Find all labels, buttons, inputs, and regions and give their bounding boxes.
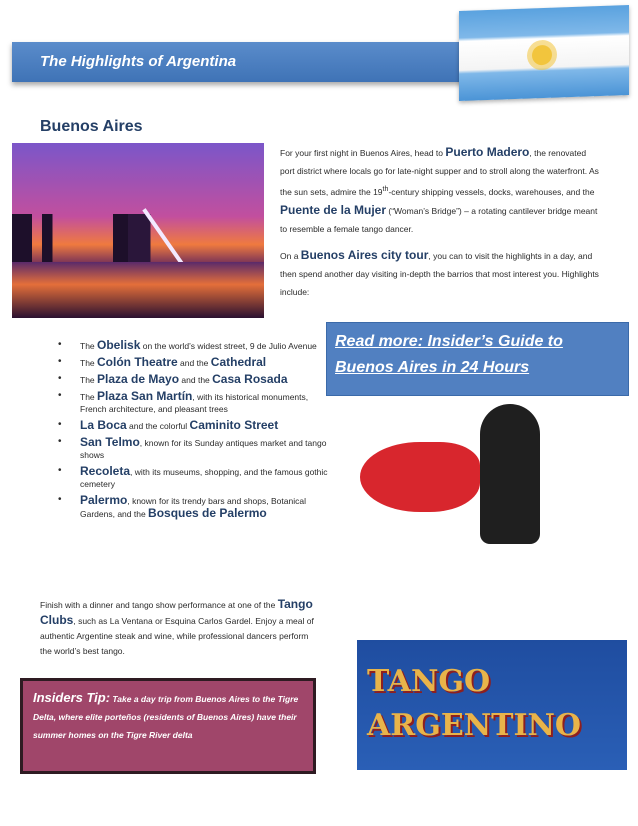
tango-sign-line-1: TANGO: [367, 664, 491, 699]
intro-text-part: -century shipping vessels, docks, warehouses, and the: [388, 186, 595, 197]
list-item: [58, 356, 328, 369]
list-item: [58, 436, 328, 461]
bullet-icon: •: [58, 436, 62, 447]
intro-text-part: On a: [280, 250, 301, 261]
bullet-highlight[interactable]: San Telmo: [80, 435, 140, 449]
finish-paragraph: [40, 597, 318, 659]
bullet-icon: •: [58, 465, 62, 476]
dancer-red-dress: [360, 442, 480, 512]
bullet-highlight[interactable]: Plaza de Mayo: [97, 372, 180, 386]
list-item: [58, 373, 328, 386]
finish-text-part: , such as La Ventana or Esquina Carlos Gardel. Enjoy a meal of authentic Argentine steak and wine, while professional dancers perform the world’s best tango.: [40, 616, 314, 656]
tip-heading: Insiders Tip:: [33, 690, 111, 705]
tango-sign-line-2: ARGENTINO: [367, 708, 582, 743]
bullet-highlight[interactable]: Bosques de Palermo: [148, 506, 267, 520]
bullet-text: , known for its trendy bars and shops, Botanical Gardens, and the: [80, 496, 306, 519]
list-item: [58, 419, 328, 432]
bullet-icon: •: [58, 373, 62, 384]
tip-text: [33, 689, 303, 744]
bullet-text: and the colorful: [126, 421, 190, 431]
bullet-text: The: [80, 341, 98, 351]
intro-text-part: For your first night in Buenos Aires, head to: [280, 148, 446, 158]
intro-text-part: , the renovated port district where locals go for late-night supper and to stroll along the waterfront. As the sun sets, admire the 19: [280, 148, 599, 197]
bullet-icon: •: [58, 356, 62, 367]
waterfront: [12, 262, 264, 318]
bullet-highlight[interactable]: La Boca: [80, 418, 127, 432]
bullet-text: The: [80, 392, 98, 402]
bullet-icon: •: [58, 339, 62, 350]
bullet-highlight[interactable]: Colón Theatre: [97, 355, 178, 369]
puente-de-la-mujer-link[interactable]: Puente de la Mujer: [280, 202, 387, 217]
tango-argentino-sign-photo: [357, 640, 627, 770]
bullet-text: and the: [177, 358, 211, 368]
list-item: [58, 465, 328, 490]
intro-text-part: (“Woman’s Bridge”) – a rotating cantilever bridge meant to resemble a female tango dancer.: [280, 205, 598, 234]
finish-text-part: Finish with a dinner and tango show performance at one of the: [40, 600, 278, 610]
insiders-tip-box: [20, 678, 316, 774]
tango-clubs-link[interactable]: Tango Clubs: [40, 597, 313, 627]
dancer-black-suit: [480, 404, 540, 544]
bullet-text: The: [80, 375, 98, 385]
bullet-highlight[interactable]: Plaza San Martín: [97, 389, 193, 403]
bullet-text: and the: [179, 375, 213, 385]
puerto-madero-photo: [12, 143, 264, 318]
tip-body: Take a day trip from Buenos Aires to the Tigre Delta, where elite porteños (residents of Buenos Aires) have their summer homes on the Tigre River delta: [33, 694, 299, 740]
bullet-highlight[interactable]: Obelisk: [97, 338, 141, 352]
bullet-highlight[interactable]: Palermo: [80, 493, 128, 507]
argentina-flag-image: [459, 5, 629, 101]
bullet-icon: •: [58, 390, 62, 401]
section-title: Buenos Aires: [40, 118, 143, 135]
tango-sign-lettering: [367, 660, 582, 760]
bullet-text: on the world’s widest street, 9 de Julio Avenue: [140, 341, 317, 351]
highlights-list: [58, 339, 328, 524]
list-item: [58, 494, 328, 520]
bullet-highlight[interactable]: Recoleta: [80, 464, 131, 478]
bullet-text: , with its historical monuments, French architecture, and pleasant trees: [80, 392, 309, 414]
bullet-icon: •: [58, 419, 62, 430]
puerto-madero-link[interactable]: Puerto Madero: [445, 145, 530, 159]
sun-of-may-icon: [532, 45, 552, 66]
bullet-highlight[interactable]: Cathedral: [210, 355, 267, 369]
bullet-highlight[interactable]: Caminito Street: [189, 418, 279, 432]
city-tour-link[interactable]: Buenos Aires city tour: [300, 247, 429, 262]
bullet-highlight[interactable]: Casa Rosada: [212, 372, 288, 386]
city-skyline: [12, 214, 264, 262]
read-more-box[interactable]: [326, 322, 629, 396]
page-title: The Highlights of Argentina: [40, 53, 237, 70]
intro-paragraph-1: [280, 143, 602, 238]
bullet-icon: •: [58, 494, 62, 505]
list-item: [58, 390, 328, 415]
superscript: th: [382, 185, 389, 193]
read-more-link[interactable]: Read more: Insider’s Guide to Buenos Aires in 24 Hours: [335, 333, 563, 376]
bullet-text: The: [80, 358, 98, 368]
bullet-text: , known for its Sunday antiques market and tango shows: [80, 438, 327, 460]
intro-text: [280, 143, 602, 309]
intro-text-part: , you can to visit the highlights in a day, and then spend another day visiting in-depth the barrios that most interest you. Highlights include:: [280, 250, 599, 297]
tango-dancers-photo: [340, 398, 625, 560]
intro-paragraph-2: [280, 246, 602, 301]
list-item: [58, 339, 328, 352]
bullet-text: , with its museums, shopping, and the famous gothic cemetery: [80, 467, 328, 489]
